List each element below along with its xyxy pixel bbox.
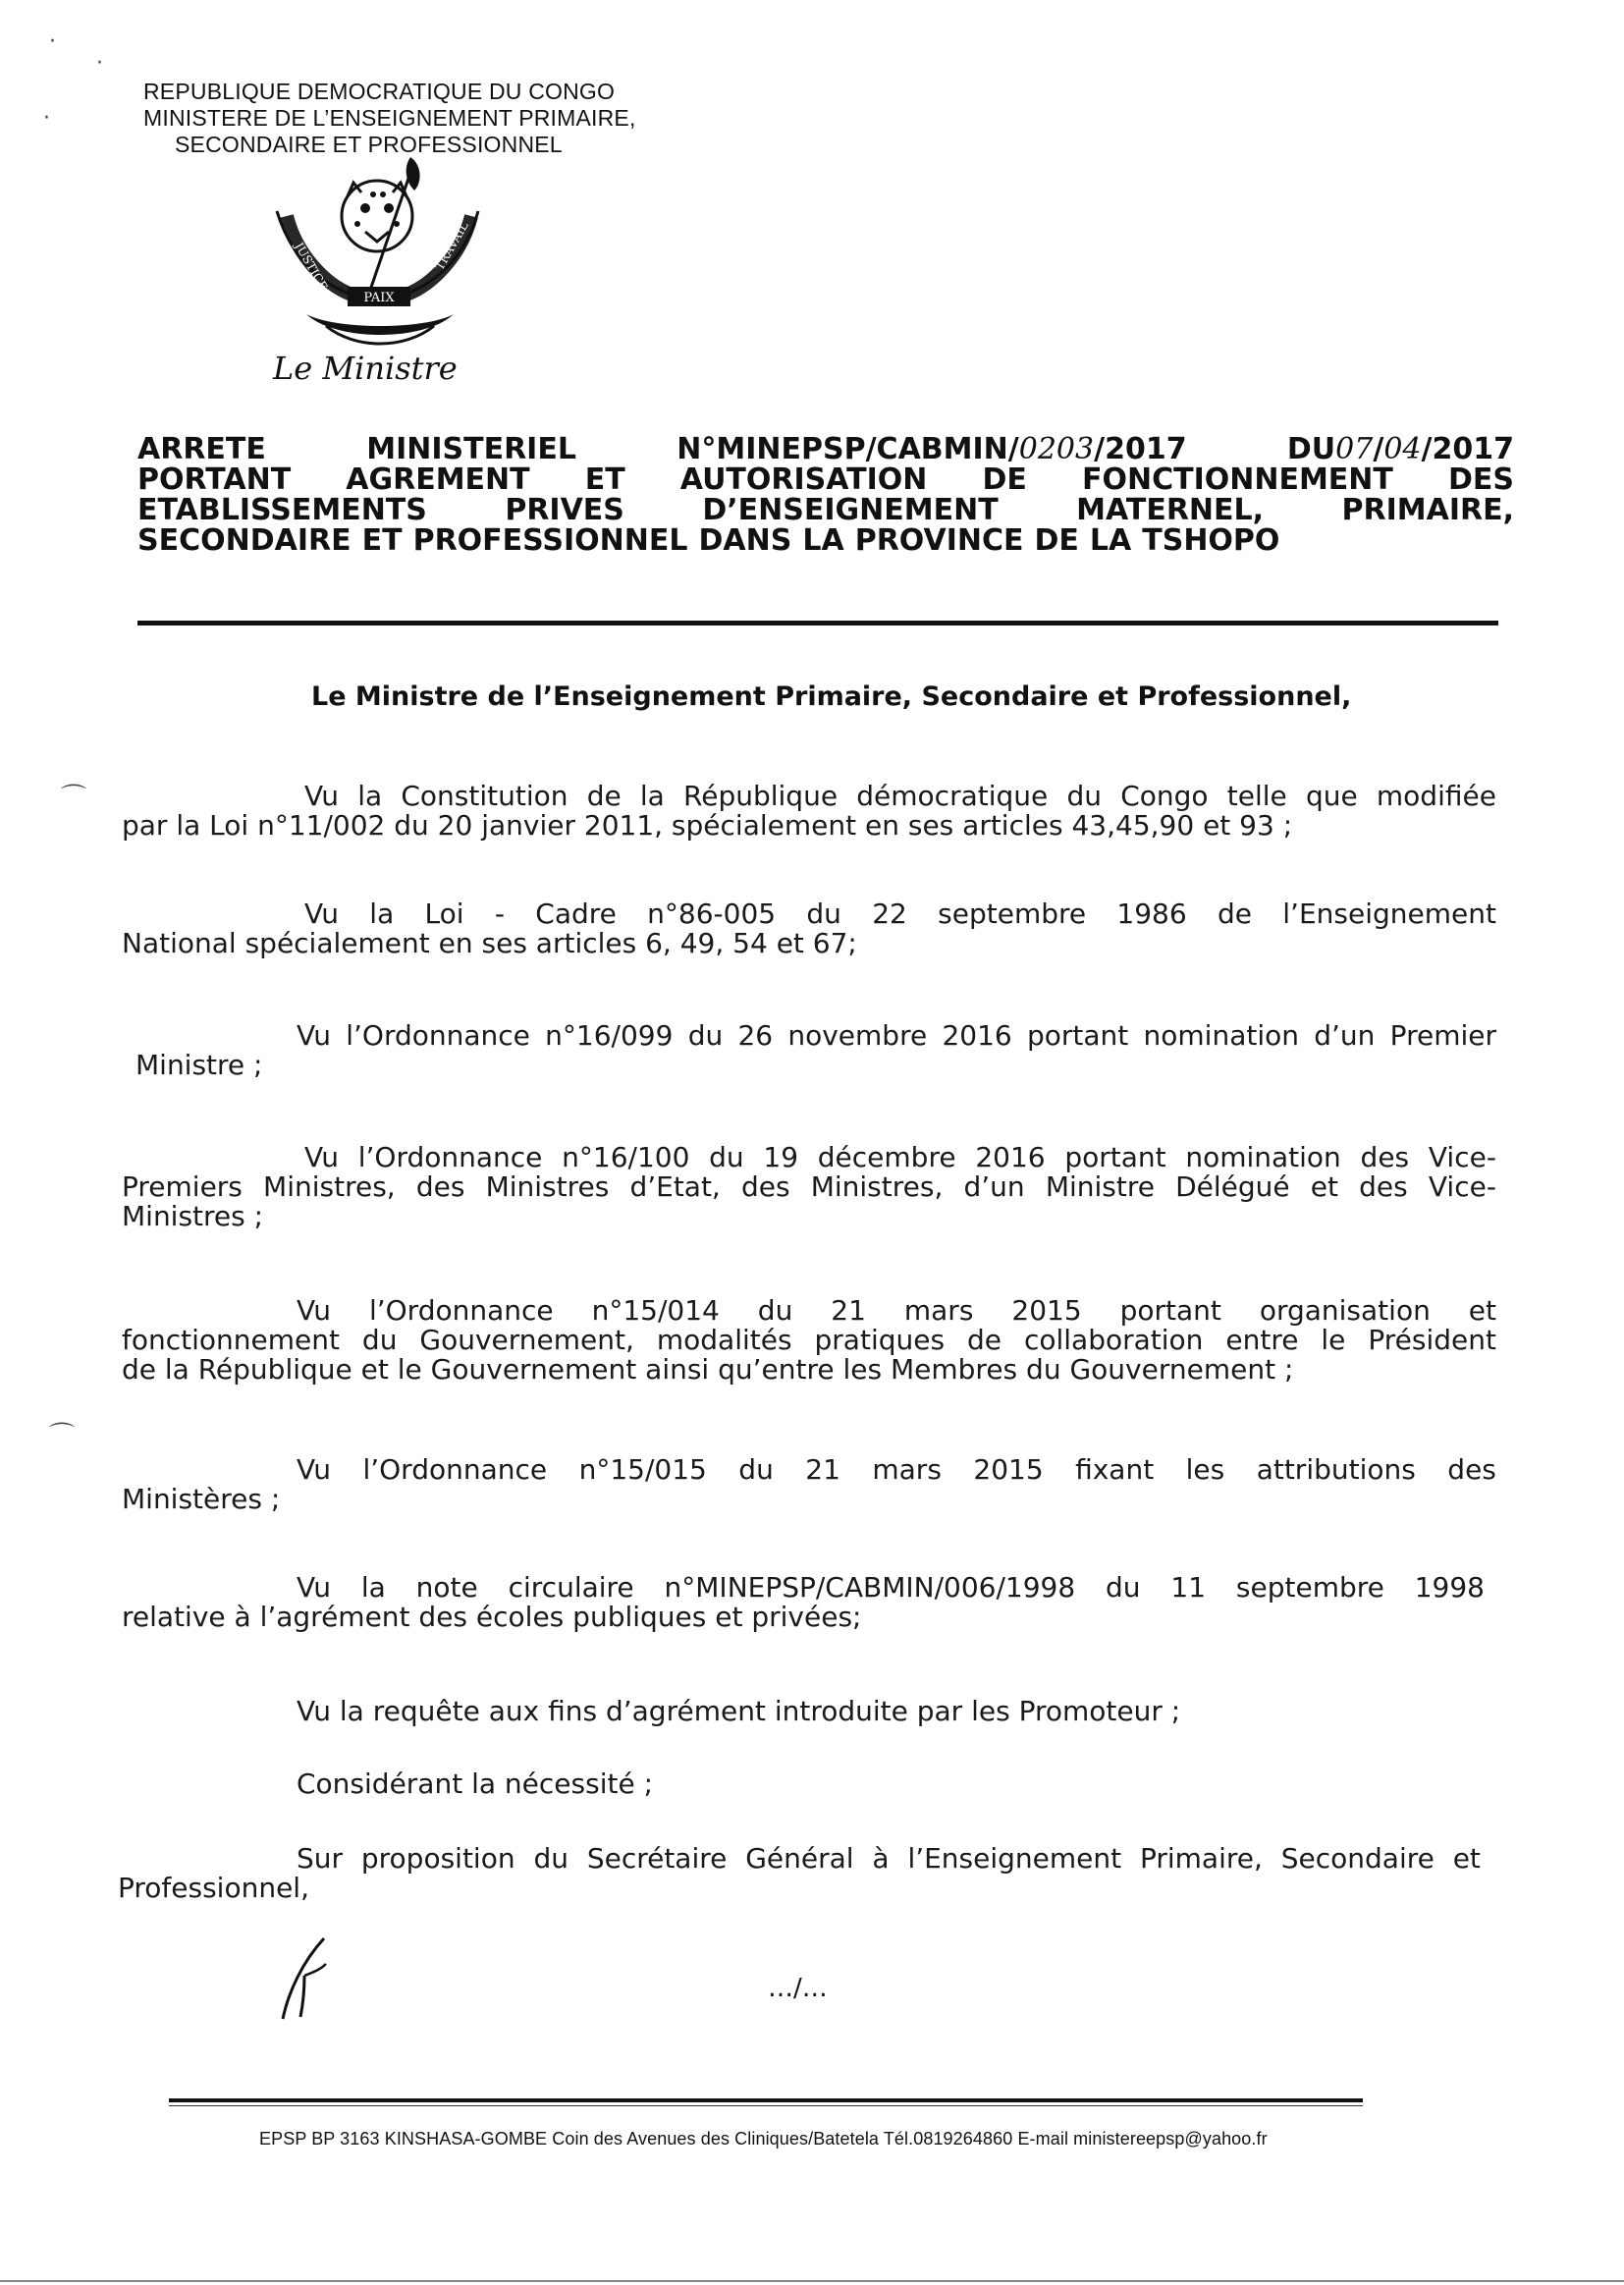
handwritten-day: 07 bbox=[1335, 432, 1374, 466]
paragraph-line: Ministre ; bbox=[135, 1049, 263, 1081]
decree-title-line-1 bbox=[137, 434, 1514, 464]
paragraph-loi-cadre bbox=[122, 899, 1496, 958]
paragraph-line: Vu l’Ordonnance n°15/014 du 21 mars 2015 portant organisation et bbox=[297, 1294, 1496, 1327]
handwritten-month: 04 bbox=[1383, 432, 1422, 466]
decree-reference: N°MINEPSP/CABMIN/0203/2017 bbox=[677, 432, 1187, 466]
paragraph-line: Vu l’Ordonnance n°15/015 du 21 mars 2015 fixant les attributions des bbox=[297, 1453, 1496, 1486]
coat-of-arms-emblem bbox=[257, 157, 503, 354]
emblem-motto-left: JUSTICE bbox=[292, 240, 331, 294]
paragraph-line: Sur proposition du Secrétaire Général à l’Enseignement Primaire, Secondaire et bbox=[297, 1842, 1481, 1875]
decree-date: DU07/04/2017 bbox=[1286, 432, 1514, 466]
paragraph-line: Vu l’Ordonnance n°16/100 du 19 décembre 2016 portant nomination des Vice- bbox=[304, 1141, 1496, 1173]
letterhead-country: REPUBLIQUE DEMOCRATIQUE DU CONGO bbox=[143, 79, 616, 104]
letterhead-ministry-cont: SECONDAIRE ET PROFESSIONNEL bbox=[175, 132, 563, 157]
decree-title bbox=[137, 434, 1514, 556]
paragraph-line: de la République et le Gouvernement ainsi qu’entre les Membres du Gouvernement ; bbox=[122, 1353, 1294, 1386]
paragraph-ordonnance-organisation bbox=[122, 1296, 1496, 1385]
letterhead bbox=[143, 79, 636, 158]
paragraph-ordonnance-attributions bbox=[122, 1455, 1496, 1514]
paragraph-line: Vu la note circulaire n°MINEPSP/CABMIN/006/1998 du 11 septembre 1998 bbox=[297, 1571, 1485, 1604]
paragraph-proposition bbox=[118, 1842, 1496, 1904]
scan-edge-line bbox=[0, 2280, 1624, 2282]
footer-divider-thin bbox=[169, 2105, 1363, 2106]
minister-heading: Le Ministre de l’Enseignement Primaire, Secondaire et Professionnel, bbox=[311, 681, 1352, 712]
paragraph-requete bbox=[122, 1697, 1496, 1726]
margin-mark: ⌒ bbox=[49, 1422, 76, 1451]
emblem-motto-right: TRAVAIL bbox=[432, 219, 471, 273]
paragraph-line: Ministres ; bbox=[122, 1200, 264, 1232]
paragraph-constitution bbox=[122, 782, 1496, 841]
decree-title-line-2: PORTANT AGREMENT ET AUTORISATION DE FONCTIONNEMENT DES bbox=[137, 462, 1514, 497]
paragraph-line: Vu l’Ordonnance n°16/099 du 26 novembre 2016 portant nomination d’un Premier bbox=[297, 1019, 1496, 1052]
paragraph-line: Vu la requête aux fins d’agrément introduite par les Promoteur ; bbox=[297, 1695, 1181, 1727]
decree-title-line-3: ETABLISSEMENTS PRIVES D’ENSEIGNEMENT MATERNEL, PRIMAIRE, bbox=[137, 493, 1514, 527]
scan-speck: · bbox=[49, 29, 56, 54]
footer-divider bbox=[169, 2098, 1363, 2102]
margin-mark: ⌒ bbox=[61, 784, 87, 813]
paragraph-line: Professionnel, bbox=[118, 1872, 309, 1904]
paragraph-line: Ministères ; bbox=[122, 1483, 281, 1515]
paragraph-line: fonctionnement du Gouvernement, modalités pratiques de collaboration entre le Président bbox=[122, 1324, 1496, 1356]
paragraph-note-circulaire bbox=[122, 1573, 1496, 1632]
paragraph-line: National spécialement en ses articles 6, 49, 54 et 67; bbox=[122, 927, 857, 959]
signature-title: Le Ministre bbox=[273, 350, 458, 387]
title-word: ARRETE bbox=[137, 432, 266, 466]
scan-speck: · bbox=[43, 106, 50, 131]
continuation-mark: …/… bbox=[768, 1974, 828, 2003]
paragraph-line: Vu la Loi - Cadre n°86-005 du 22 septembre 1986 de l’Enseignement bbox=[304, 898, 1496, 930]
emblem-motto-center: PAIX bbox=[363, 291, 395, 305]
title-divider bbox=[137, 621, 1498, 626]
scan-speck: · bbox=[96, 51, 103, 76]
paragraph-line: par la Loi n°11/002 du 20 janvier 2011, spécialement en ses articles 43,45,90 et 93 ; bbox=[122, 809, 1293, 842]
footer-contact: EPSP BP 3163 KINSHASA-GOMBE Coin des Avenues des Cliniques/Batetela Tél.0819264860 E-mail ministereepsp@yahoo.fr bbox=[259, 2129, 1268, 2149]
paragraph-line: relative à l’agrément des écoles publiques et privées; bbox=[122, 1601, 862, 1633]
title-word: MINISTERIEL bbox=[366, 432, 576, 466]
paragraph-line: Vu la Constitution de la République démocratique du Congo telle que modifiée bbox=[304, 780, 1496, 812]
handwritten-decree-number: 0203 bbox=[1018, 432, 1095, 466]
letterhead-ministry: MINISTERE DE L’ENSEIGNEMENT PRIMAIRE, bbox=[143, 105, 636, 131]
paragraph-ordonnance-premier-ministre bbox=[122, 1021, 1496, 1080]
decree-title-line-4: SECONDAIRE ET PROFESSIONNEL DANS LA PROVINCE DE LA TSHOPO bbox=[137, 523, 1280, 558]
paragraph-line: Premiers Ministres, des Ministres d’Etat, des Ministres, d’un Ministre Délégué et des Vice- bbox=[122, 1170, 1496, 1203]
paragraph-ordonnance-vice-premiers bbox=[122, 1143, 1496, 1231]
paragraph-considerant bbox=[122, 1769, 1496, 1799]
handwritten-initial-signature bbox=[275, 1932, 334, 2021]
paragraph-line: Considérant la nécessité ; bbox=[297, 1768, 654, 1800]
